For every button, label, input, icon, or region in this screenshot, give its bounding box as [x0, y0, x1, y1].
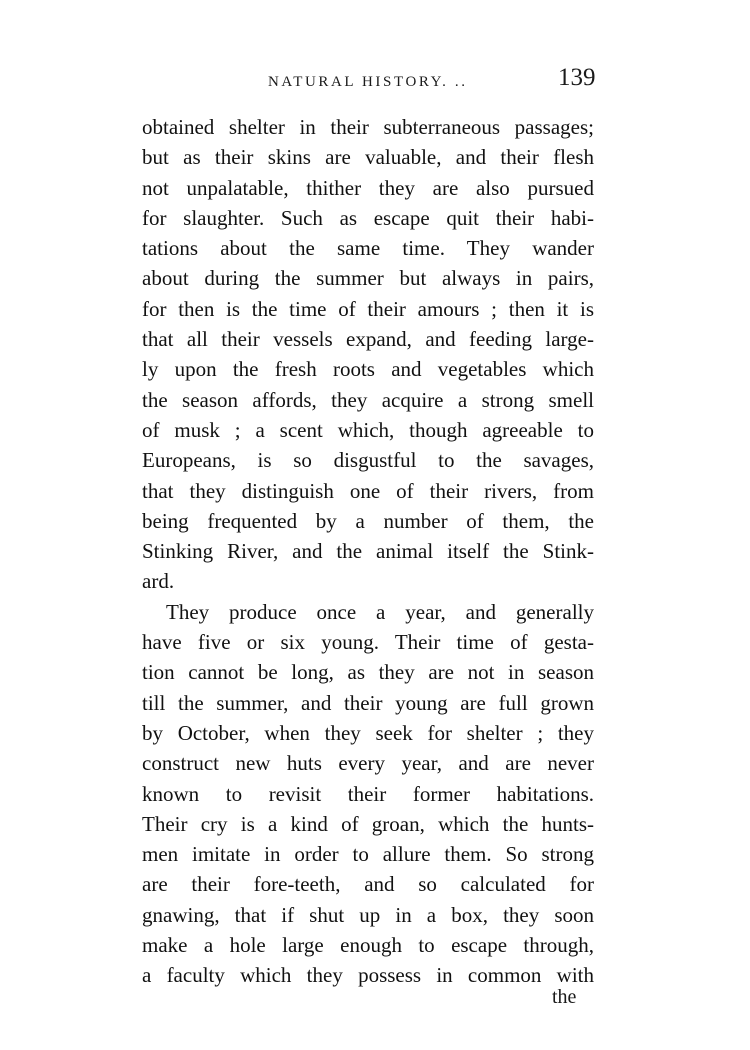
text-line: being frequented by a number of them, the [142, 508, 594, 533]
text-line: men imitate in order to allure them. So strong [142, 842, 594, 867]
text-line: tion cannot be long, as they are not in season [142, 660, 594, 685]
text-line: tations about the same time. They wander [142, 236, 594, 261]
text-line: ly upon the fresh roots and vegetables which [142, 357, 594, 382]
text-line: known to revisit their former habitations. [142, 781, 594, 806]
text-line: They produce once a year, and generally [166, 599, 594, 624]
page-number: 139 [558, 64, 596, 91]
paragraph-1 [142, 112, 594, 597]
text-line: make a hole large enough to escape through, [142, 933, 594, 958]
text-line: Their cry is a kind of groan, which the hunts- [142, 811, 594, 836]
text-line: ard. [142, 569, 175, 594]
text-line: are their fore-teeth, and so calculated for [142, 872, 594, 897]
text-line: that all their vessels expand, and feeding large- [142, 327, 594, 352]
text-line: the season affords, they acquire a strong smell [142, 387, 594, 412]
text-line: by October, when they seek for shelter ; they [142, 720, 594, 745]
running-head: NATURAL HISTORY. .. [268, 74, 468, 90]
text-line: of musk ; a scent which, though agreeable to [142, 417, 594, 442]
body-text [142, 112, 594, 991]
catchword: the [552, 986, 577, 1008]
text-line: Stinking River, and the animal itself the Stink- [142, 539, 594, 564]
text-line: about during the summer but always in pairs, [142, 266, 594, 291]
text-line: construct new huts every year, and are never [142, 751, 594, 776]
paragraph-2 [142, 597, 594, 991]
text-line: Europeans, is so disgustful to the savages, [142, 448, 594, 473]
text-line: but as their skins are valuable, and their flesh [142, 145, 594, 170]
text-line: obtained shelter in their subterraneous passages; [142, 115, 594, 139]
text-line: not unpalatable, thither they are also pursued [142, 175, 594, 200]
text-line: gnawing, that if shut up in a box, they soon [142, 902, 594, 927]
text-line: have five or six young. Their time of gesta- [142, 630, 594, 655]
text-line: a faculty which they possess in common with [142, 963, 594, 988]
text-line: that they distinguish one of their rivers, from [142, 478, 594, 503]
text-line: for then is the time of their amours ; then it is [142, 296, 594, 321]
text-line: for slaughter. Such as escape quit their habi- [142, 205, 594, 230]
text-line: till the summer, and their young are full grown [142, 690, 594, 715]
